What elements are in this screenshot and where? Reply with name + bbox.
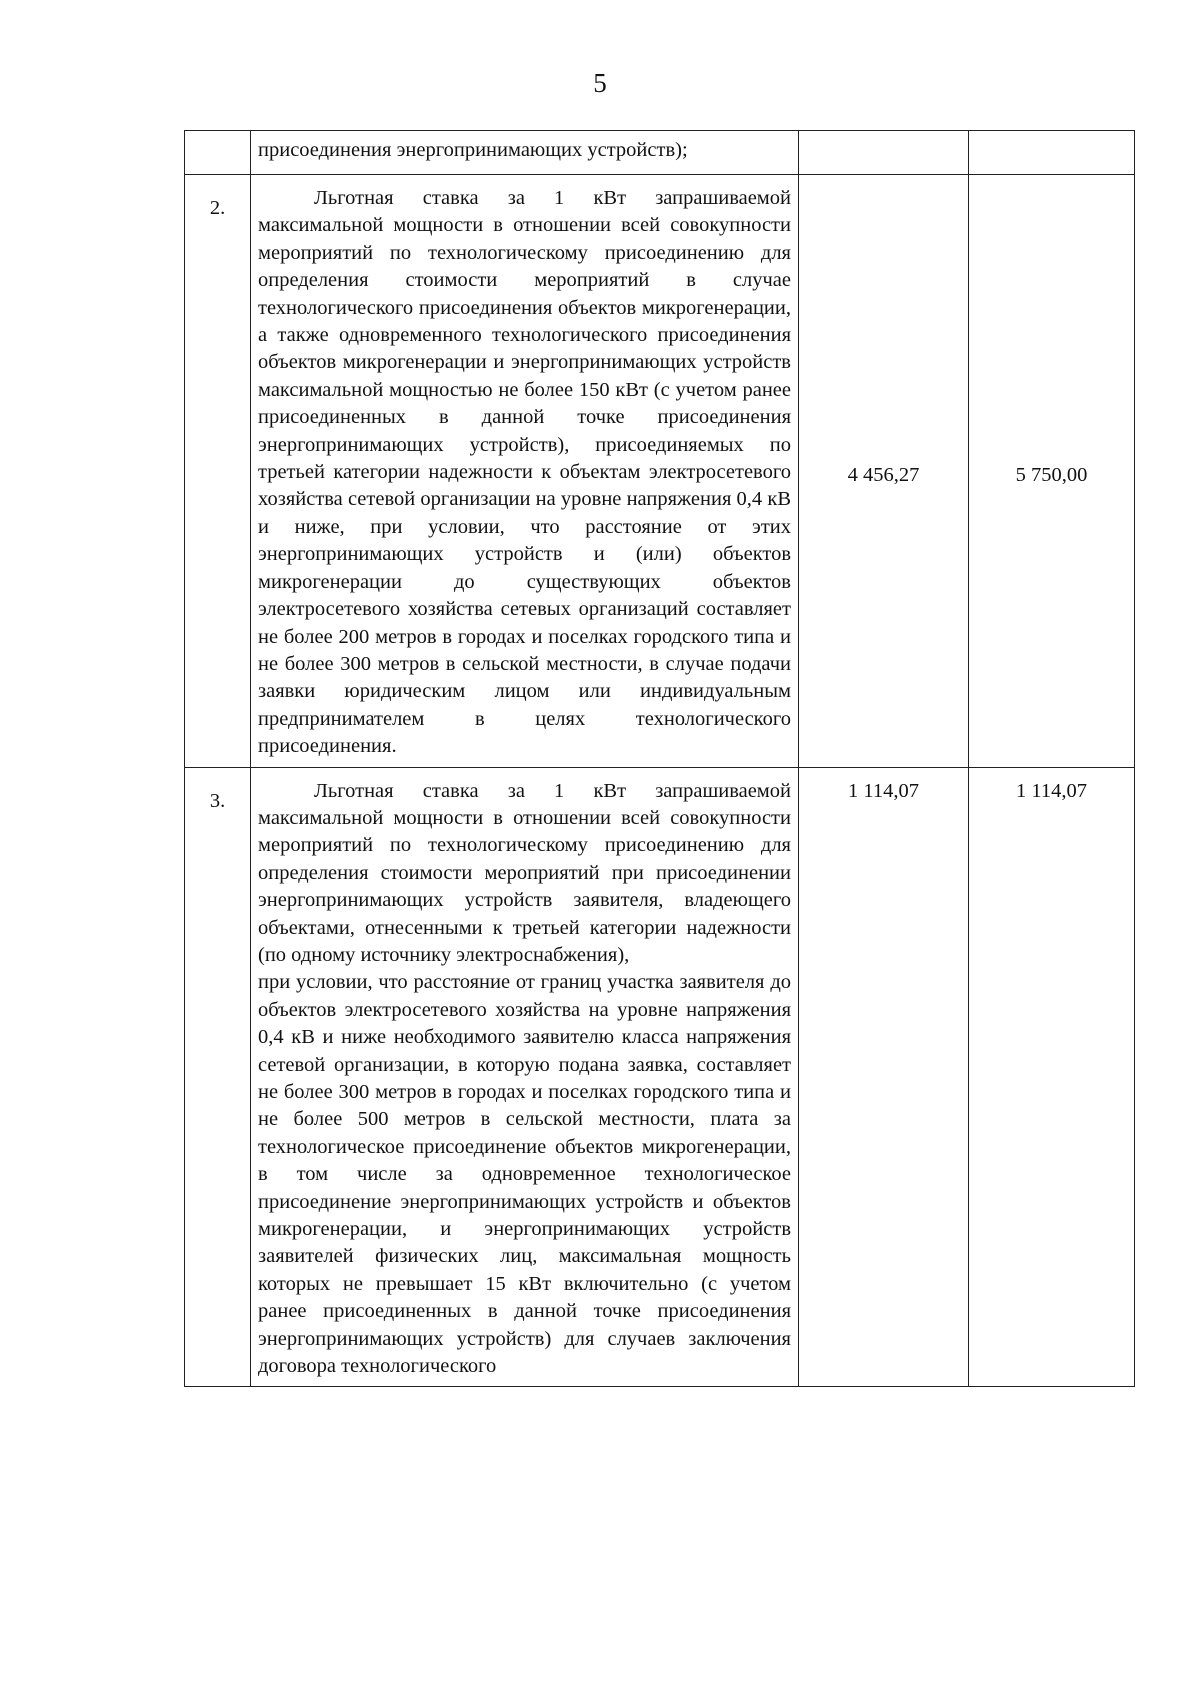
row-description bbox=[251, 131, 799, 175]
row-description bbox=[251, 767, 799, 1387]
row-description bbox=[251, 175, 799, 768]
rate-value-1: 4 456,27 bbox=[799, 175, 969, 768]
row-number bbox=[185, 131, 251, 175]
page-number: 5 bbox=[593, 68, 607, 98]
table-row bbox=[185, 767, 1135, 1387]
rate-value-2 bbox=[969, 131, 1135, 175]
rate-value-2: 5 750,00 bbox=[969, 175, 1135, 768]
rate-value-1: 1 114,07 bbox=[799, 767, 969, 1387]
row-number: 3. bbox=[185, 767, 251, 1387]
table-row bbox=[185, 131, 1135, 175]
tariff-table bbox=[184, 130, 1135, 1387]
description-paragraph: при условии, что расстояние от границ участка заявителя до объектов электросетевого хозяйства на уровне напряжения 0,4 кВ и ниже необходимого заявителю класса напряжения сетевой организации, в которую подана заявка, составляет не более 300 метров в городах и поселках городского типа и не более 500 метров в сельской местности, плата за технологическое присоединение объектов микрогенерации, в том числе за одновременное технологическое присоединение энергопринимающих устройств и объектов микрогенерации, и энергопринимающих устройств заявителей физических лиц, максимальная мощность которых не превышает 15 кВт включительно (с учетом ранее присоединенных в данной точке присоединения энергопринимающих устройств) для случаев заключения договора технологического bbox=[258, 971, 791, 1378]
description-paragraph: Льготная ставка за 1 кВт запрашиваемой максимальной мощности в отношении всей совокупности мероприятий по технологическому присоединению для определения стоимости мероприятий при присоединении энергопринимающих устройств заявителя, владеющего объектами, отнесенными к третьей категории надежности (по одному источнику электроснабжения), bbox=[258, 779, 791, 966]
rate-value-1 bbox=[799, 131, 969, 175]
table-row bbox=[185, 175, 1135, 768]
rate-value-2: 1 114,07 bbox=[969, 767, 1135, 1387]
row-number: 2. bbox=[185, 175, 251, 768]
description-paragraph: присоединения энергопринимающих устройств); bbox=[258, 139, 688, 161]
description-paragraph: Льготная ставка за 1 кВт запрашиваемой максимальной мощности в отношении всей совокупности мероприятий по технологическому присоединению для определения стоимости мероприятий в случае технологического присоединения объектов микрогенерации, а также одновременного технологического присоединения объектов микрогенерации и энергопринимающих устройств максимальной мощностью не более 150 кВт (с учетом ранее присоединенных в данной точке присоединения энергопринимающих устройств), присоединяемых по третьей категории надежности к объектам электросетевого хозяйства сетевой организации на уровне напряжения 0,4 кВ и ниже, при условии, что расстояние от этих энергопринимающих устройств и (или) объектов микрогенерации до существующих объектов электросетевого хозяйства сетевых организаций составляет не более 200 метров в городах и поселках городского типа и не более 300 метров в сельской местности, в случае подачи заявки юридическим лицом или индивидуальным предпринимателем в целях технологического присоединения. bbox=[258, 187, 791, 758]
